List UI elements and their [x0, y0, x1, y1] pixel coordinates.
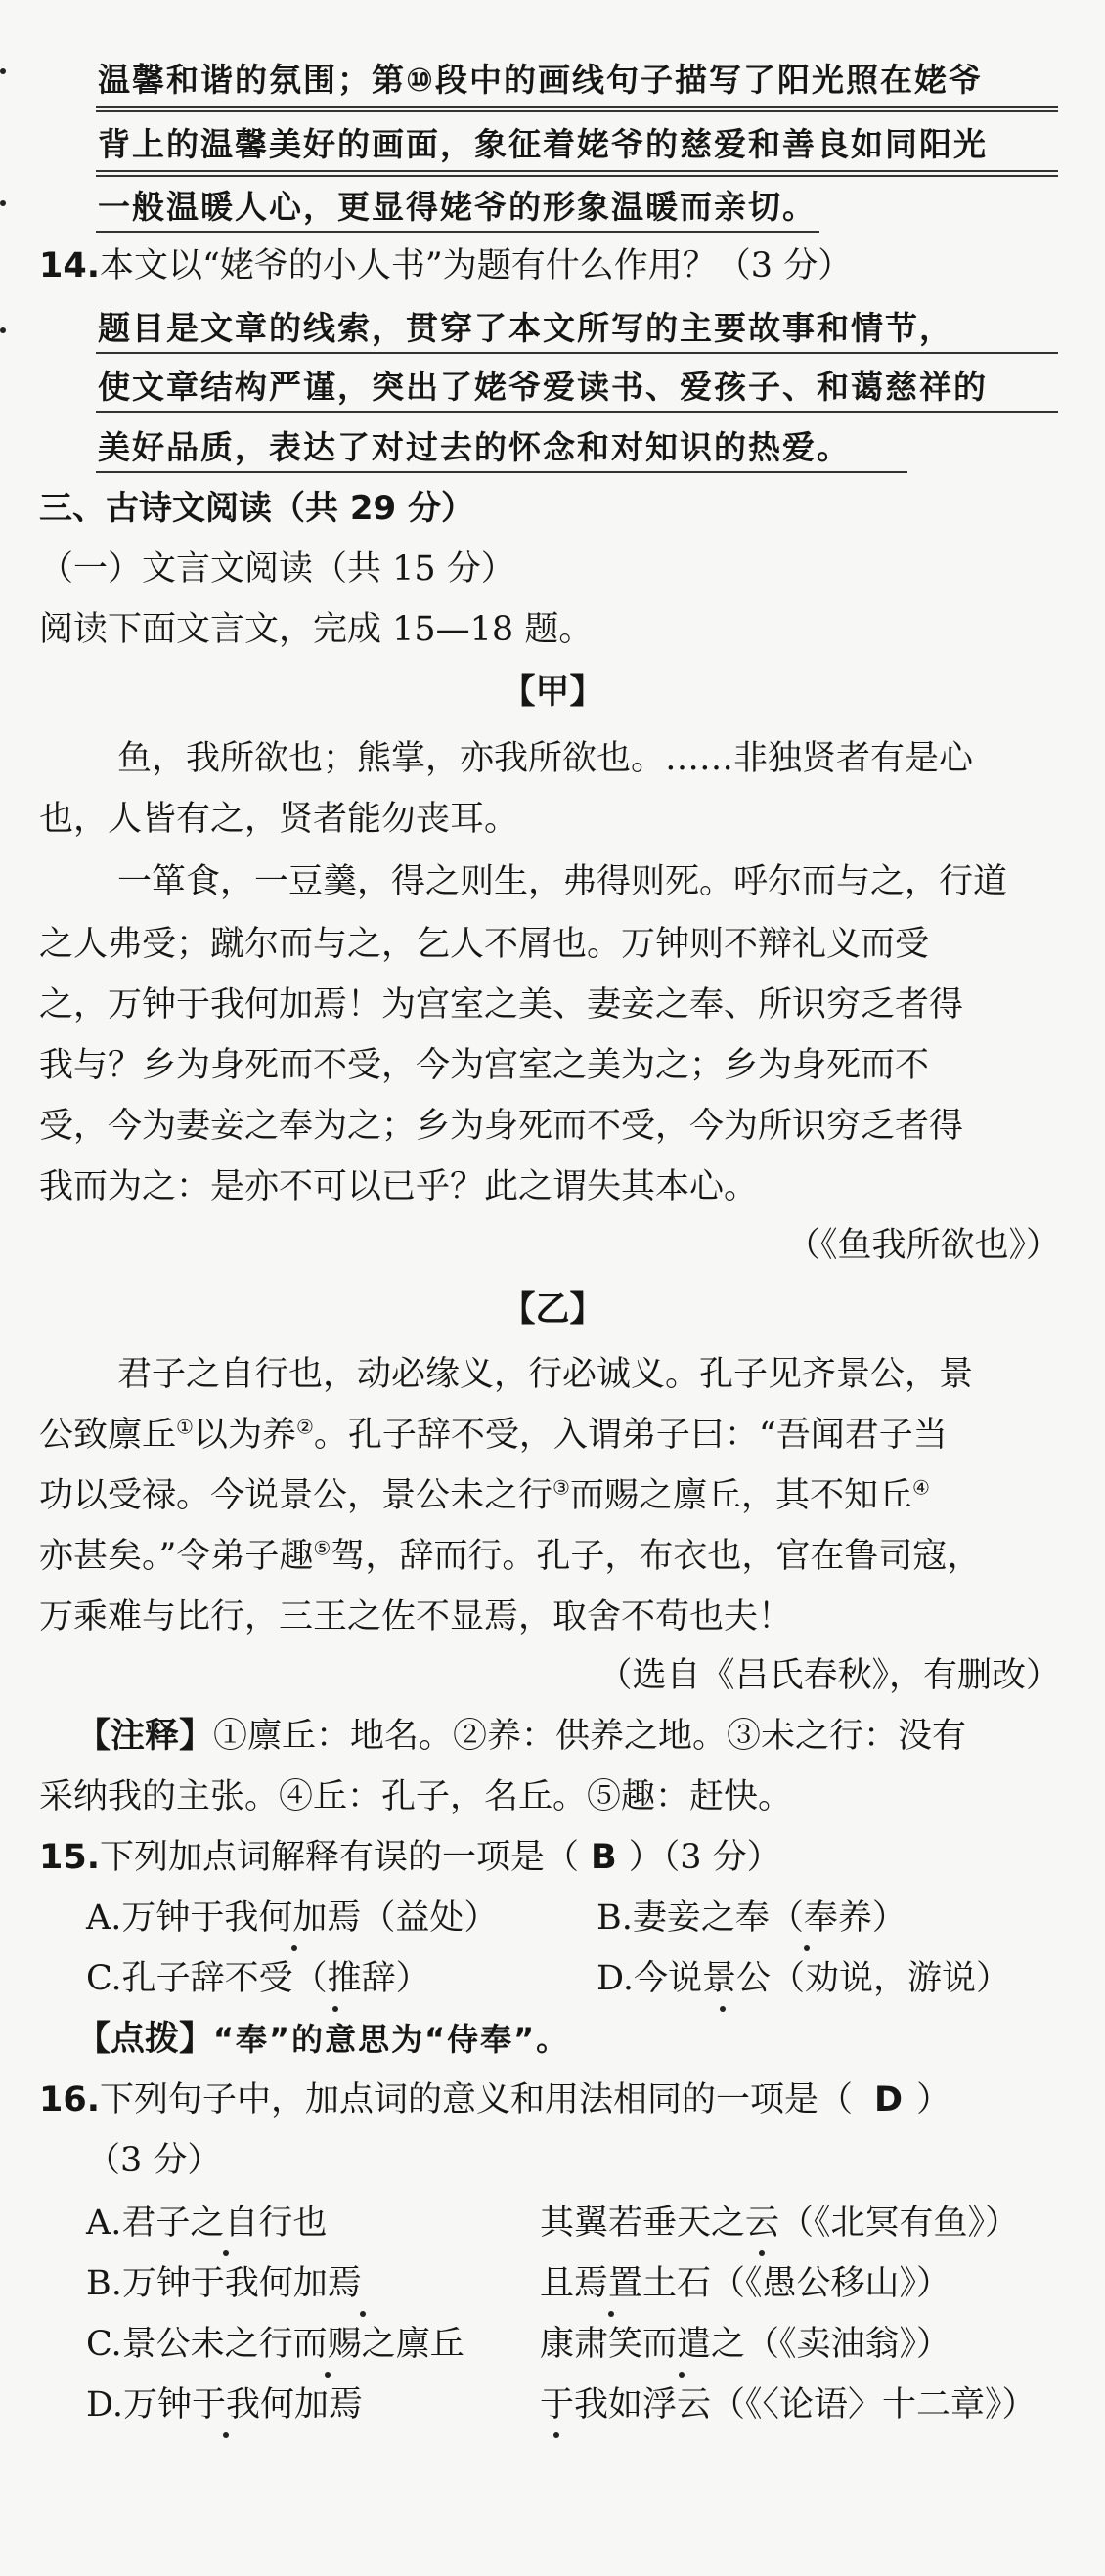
passage-jia-source: （《鱼我所欲也》） — [785, 1226, 1060, 1265]
emphasis-dot — [553, 2432, 559, 2438]
q16-option-a-left: A.君子之自行也 — [86, 2204, 328, 2243]
passage-jia-label: 【甲】 — [501, 672, 604, 712]
q16-option-d-left: D.万钟于我何加焉 — [86, 2385, 363, 2424]
passage-jia-line: 之，万钟于我何加焉！为宫室之美、妻妾之奉、所识穷乏者得 — [39, 985, 964, 1025]
q15-option-a: A.万钟于我何加焉（益处） — [86, 1899, 499, 1938]
q16-answer: D — [874, 2080, 904, 2119]
q16-option-a-right: 其翼若垂天之云（《北冥有鱼》） — [540, 2204, 1020, 2243]
q15-score: ）（3 分） — [628, 1838, 781, 1877]
q14-answer-line-1: 题目是文章的线索，贯穿了本文所写的主要故事和情节， — [98, 309, 953, 347]
hint-label: 【点拨】 — [76, 2019, 214, 2059]
q14-answer-line-2: 使文章结构严谨，突出了姥爷爱读书、爱孩子、和蔼慈祥的 — [98, 368, 988, 406]
text-segment: 功以受禄。今说景公，景公未之行 — [39, 1476, 553, 1515]
emphasis-dot — [360, 2311, 366, 2317]
q15-hint — [76, 2016, 569, 2063]
q14-answer-line-3: 美好品质，表达了对过去的怀念和对知识的热爱。 — [98, 428, 851, 466]
emphasis-dot — [325, 2372, 331, 2378]
q16-question — [39, 2076, 950, 2123]
passage-jia-line: 我而为之：是亦不可以已乎？此之谓失其本心。 — [39, 1167, 759, 1206]
text-segment: 。孔子辞不受，入谓弟子曰：“吾闻君子当 — [313, 1416, 948, 1455]
q14-text: 本文以“姥爷的小人书”为题有什么作用？（3 分） — [100, 246, 853, 285]
emphasis-dot — [759, 2250, 765, 2256]
passage-jia-line: 我与？乡为身死而不受，今为宫室之美为之；乡为身死而不 — [39, 1046, 930, 1085]
q15-option-d: D.今说景公（劝说，游说） — [597, 1959, 1010, 1998]
q16-option-b-left: B.万钟于我何加焉 — [86, 2264, 362, 2303]
q16-option-b-right: 且焉置土石（《愚公移山》） — [540, 2264, 951, 2303]
passage-jia-line: 之人弗受；蹴尔而与之，乞人不屑也。万钟则不辩礼义而受 — [39, 925, 930, 964]
emphasis-dot — [679, 2372, 685, 2378]
notes-line-1 — [76, 1713, 966, 1760]
answer-underline — [96, 231, 819, 233]
q16-option-d-right: 于我如浮云（《〈论语〉十二章》） — [540, 2385, 1037, 2424]
answer-underline — [96, 170, 1058, 177]
footnote-marker: ② — [295, 1415, 314, 1439]
passage-yi-source: （选自《吕氏春秋》，有删改） — [597, 1656, 1060, 1695]
text-segment: 以为养 — [193, 1416, 296, 1455]
q13-answer-line-3: 一般温暖人心，更显得姥爷的形象温暖而亲切。 — [98, 188, 817, 226]
passage-yi-line: 君子之自行也，动必缘义，行必诚义。孔子见齐景公，景 — [117, 1355, 974, 1394]
q15-option-c: C.孔子辞不受（推辞） — [86, 1959, 430, 1998]
q16-stem: 下列句子中，加点词的意义和用法相同的一项是（ — [100, 2080, 854, 2119]
answer-underline — [96, 352, 1058, 354]
passage-yi-line — [39, 1412, 948, 1459]
footnote-marker: ③ — [552, 1475, 570, 1500]
section-3-subtitle: （一）文言文阅读（共 15 分） — [39, 549, 515, 589]
q15-option-b: B.妻妾之奉（奉养） — [597, 1899, 906, 1938]
footnote-marker: ① — [176, 1415, 194, 1439]
footnote-marker: ④ — [911, 1475, 930, 1500]
emphasis-dot — [608, 2311, 614, 2317]
binding-mark — [0, 68, 6, 74]
q16-close: ） — [916, 2080, 951, 2119]
q13-answer-line-2: 背上的温馨美好的画面，象征着姥爷的慈爱和善良如同阳光 — [98, 125, 988, 163]
q16-option-c-right: 康肃笑而遣之（《卖油翁》） — [540, 2325, 951, 2364]
footnote-marker: ⑤ — [313, 1536, 332, 1560]
section-3-title: 三、古诗文阅读（共 29 分） — [39, 489, 474, 528]
q15-stem: 下列加点词解释有误的一项是（ — [100, 1838, 580, 1877]
text-segment: 而赐之廪丘，其不知丘 — [569, 1476, 912, 1515]
passage-yi-label: 【乙】 — [501, 1289, 604, 1330]
q15-number: 15. — [39, 1838, 101, 1877]
answer-underline — [96, 411, 1058, 413]
passage-yi-line — [39, 1533, 981, 1580]
text-segment: 亦甚矣。”令弟子趣 — [39, 1537, 314, 1576]
notes-label: 【注释】 — [76, 1716, 214, 1756]
emphasis-dot — [804, 1945, 810, 1951]
q15-question — [39, 1834, 781, 1881]
q14-number: 14. — [39, 246, 101, 285]
q16-number: 16. — [39, 2080, 101, 2119]
q15-answer: B — [591, 1838, 617, 1877]
passage-yi-line: 万乘难与比行，三王之佐不显焉，取舍不苟也夫！ — [39, 1597, 793, 1637]
notes-line-2: 采纳我的主张。④丘：孔子，名丘。⑤趣：赶快。 — [39, 1777, 793, 1816]
emphasis-dot — [223, 2432, 229, 2438]
q14-question — [39, 242, 852, 289]
answer-underline — [96, 471, 907, 473]
section-3-instruction: 阅读下面文言文，完成 15—18 题。 — [39, 610, 594, 649]
emphasis-dot — [720, 2006, 726, 2012]
q16-score: （3 分） — [86, 2141, 222, 2180]
passage-jia-line: 鱼，我所欲也；熊掌，亦我所欲也。……非独贤者有是心 — [117, 739, 974, 778]
text-segment: 驾，辞而行。孔子，布衣也，官在鲁司寇， — [331, 1537, 982, 1576]
text-segment: 公致廪丘 — [39, 1416, 177, 1455]
passage-yi-line — [39, 1472, 930, 1519]
q13-answer-line-1: 温馨和谐的氛围；第⑩段中的画线句子描写了阳光照在姥爷 — [98, 61, 983, 99]
notes-text: ①廪丘：地名。②养：供养之地。③未之行：没有 — [213, 1717, 967, 1756]
answer-underline — [96, 106, 1058, 112]
passage-jia-line: 受，今为妻妾之奉为之；乡为身死而不受，今为所识穷乏者得 — [39, 1107, 964, 1146]
passage-jia-line: 一箪食，一豆羹，得之则生，弗得则死。呼尔而与之，行道 — [117, 862, 1008, 901]
emphasis-dot — [332, 2006, 338, 2012]
emphasis-dot — [223, 2250, 229, 2256]
q16-option-c-left: C.景公未之行而赐之廪丘 — [86, 2325, 464, 2364]
hint-text: “奉”的意思为“侍奉”。 — [213, 2021, 570, 2058]
passage-jia-line: 也，人皆有之，贤者能勿丧耳。 — [39, 800, 519, 839]
emphasis-dot — [291, 1945, 297, 1951]
binding-mark — [0, 327, 6, 333]
binding-mark — [0, 200, 6, 206]
